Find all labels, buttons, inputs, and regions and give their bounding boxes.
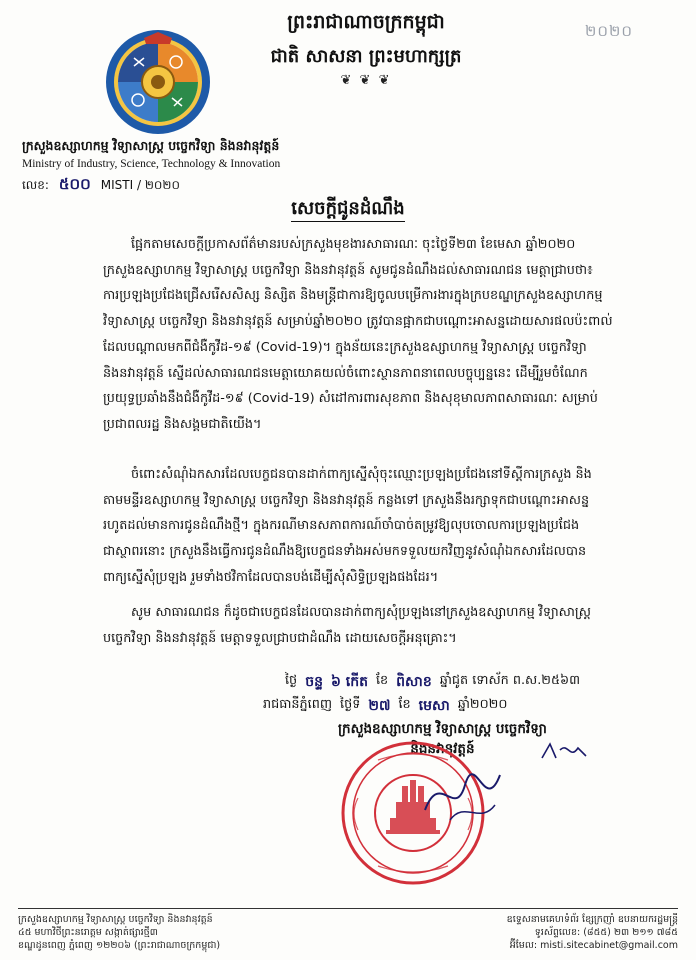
footer-address [18,913,220,952]
paragraph-line: ការប្រឡងប្រជែងជ្រើសរើសសិស្ស និស្សិត និងមន្ត្រីជាការឱ្យចូលបម្រើការងារក្នុងក្របខណ្ឌក្រសួងឧស្សាហកម្ម [103,288,603,304]
kingdom-heading [216,10,516,88]
reference-handwritten-number: ៥០០ [58,175,91,193]
footer-divider [18,908,678,909]
solar-month-label: ខែ [398,697,411,712]
footer-contact [507,913,678,952]
signature-scribble [420,760,510,830]
paragraph-1 [103,232,663,438]
ornament-divider: ❦ ❦ ❦ [340,73,392,88]
paragraph-line: ដែលបណ្តាលមកពីជំងឺកូវីដ-១៩ (Covid-19)។ ក្នុងន័យនេះក្រសួងឧស្សាហកម្ម វិទ្យាសាស្ត្រ បច្ចេកវិទ្យា [103,339,587,355]
paragraph-line: តាមមន្ទីរឧស្សាហកម្ម វិទ្យាសាស្ត្រ បច្ចេកវិទ្យា និងនវានុវត្តន៍ កន្លងទៅ ក្រសួងនឹងរក្សាទុកជាបណ្តោះអាសន្ន [103,492,590,508]
paragraph-line: ប្រជាពលរដ្ឋ និងសង្គមជាតិយើង។ [103,416,262,432]
lunar-waxing-handwritten: ៦ កើត [330,674,368,690]
lunar-day-label: ថ្ងៃ [285,673,298,688]
notice-title: សេចក្តីជូនដំណឹង [0,196,696,223]
paragraph-line: បច្ចេកវិទ្យា និងនវានុវត្តន៍ មេត្តាទទួលជ្រាបជាដំណឹង ដោយសេចក្តីអនុគ្រោះ។ [103,630,457,646]
signatory-line-2: និងនវានុវត្តន៍ [410,741,475,757]
paragraph-line: ជាស្ថាពរនោះ ក្រសួងនឹងធ្វើការជូនដំណឹងឱ្យបេក្ខជនទាំងអស់មកទទួលយកវិញនូវសំណុំឯកសារដែលបាន [103,544,587,560]
lunar-month-label: ខែ [375,673,389,688]
kingdom-title: ព្រះរាជាណាចក្រកម្ពុជា [287,11,445,33]
corner-number: ២០២០ [585,22,633,40]
lunar-month-handwritten: ពិសាខ [396,674,432,690]
ministry-logo [104,28,212,136]
paragraph-2 [103,462,663,591]
reference-number [22,175,180,197]
footer-email: អ៊ីមែល: misti.sitecabinet@gmail.com [509,940,678,951]
national-motto: ជាតិ សាសនា ព្រះមហាក្សត្រ [270,46,462,67]
lunar-date [285,672,580,693]
paragraph-line: និងនវានុវត្តន៍ ស្នើដល់សាធារណជនមេត្តាយោគយល់ចំពោះស្ថានភាពនាពេលបច្ចុប្បន្ននេះ ដើម្បីរួមចំណែក [103,365,588,381]
ministry-name-kh: ក្រសួងឧស្សាហកម្ម វិទ្យាសាស្ត្រ បច្ចេកវិទ្យា និងនវានុវត្តន៍ [22,138,280,153]
footer-address-line: ៤៥ មហាវិថីព្រះនរោត្តម សង្កាត់ផ្សារថ្មី៣ [18,927,158,938]
ministry-name-en: Ministry of Industry, Science, Technology & Innovation [22,158,281,170]
reference-label: លេខ: [22,178,49,192]
paragraph-line: វិទ្យាសាស្ត្រ បច្ចេកវិទ្យា និងនវានុវត្តន៍ សម្រាប់ឆ្នាំ២០២០ ត្រូវបានផ្អាកជាបណ្តោះអាសន្នដោយសារផលប៉ះពាល់ [103,314,613,330]
signatory-line-1: ក្រសួងឧស្សាហកម្ម វិទ្យាសាស្ត្រ បច្ចេកវិទ្យា [338,721,547,737]
footer-contact-line: ឧទ្ទេសនាមគេហទំព័រ ខ្សែក្រញាំ ឧបនាយករដ្ឋមន្ត្រី [506,914,678,925]
lunar-day-handwritten: ចន្ទ [305,674,323,690]
paragraph-line: សូម សាធារណជន ក៏ដូចជាបេក្ខជនដែលបានដាក់ពាក្យសុំប្រឡងនៅក្រសួងឧស្សាហកម្ម វិទ្យាសាស្ត្រ [131,605,591,620]
solar-date [263,696,507,717]
footer-phone: ទូរស័ព្ទលេខ: (៨៥៥) ២៣ ២១១ ៧៨៥ [534,927,678,938]
footer-address-line: ខណ្ឌដូនពេញ ភ្នំពេញ ១២២០៦ (ព្រះរាជាណាចក្រកម្ពុជា) [18,940,221,951]
paragraph-line: ប្រយុទ្ធប្រឆាំងនឹងជំងឺកូវីដ-១៩ (Covid-19) សំដៅការពារសុខភាព និងសុខុមាលភាពសាធារណៈ សម្រាប់ [103,391,598,407]
paragraph-3 [103,600,663,651]
initials-mark [540,740,590,764]
solar-day-handwritten: ២៧ [368,698,391,714]
reference-code: MISTI / ២០២០ [100,178,180,192]
paragraph-line: ក្រសួងឧស្សាហកម្ម វិទ្យាសាស្ត្រ បច្ចេកវិទ្យា និងនវានុវត្តន៍ សូមជូនដំណឹងដល់សាធារណជន មេត្តាជ្រាបថា៖ [103,262,593,278]
solar-month-handwritten: មេសា [418,698,450,714]
paragraph-line: រហូតដល់មានការជូនដំណឹងថ្មី។ ក្នុងករណីមានសភាពការណ៍ចាំបាច់តម្រូវឱ្យលុបចោលការប្រឡងប្រជែង [103,518,580,534]
paragraph-line: ចំពោះសំណុំឯកសារដែលបេក្ខជនបានដាក់ពាក្យស្នើសុំចុះឈ្មោះប្រឡងប្រជែងនៅទីស្តីការក្រសួង និង [131,467,592,482]
paragraph-line: ផ្អែកតាមសេចក្តីប្រកាសព័ត៌មានរបស់ក្រសួងមុខងារសាធារណៈ ចុះថ្ងៃទី២៣ ខែមេសា ឆ្នាំ២០២០ [131,237,576,252]
lunar-year: ឆ្នាំជូត ទោស័ក ព.ស.២៥៦៣ [439,673,581,688]
date-place: រាជធានីភ្នំពេញ [263,697,333,712]
paragraph-line: ពាក្យស្នើសុំប្រឡង រួមទាំងថវិកាដែលបានបង់ដើម្បីសុំសិទ្ធិប្រឡងផងដែរ។ [103,569,439,585]
solar-day-label: ថ្ងៃទី [340,697,361,712]
solar-year: ឆ្នាំ២០២០ [457,697,508,712]
footer-address-line: ក្រសួងឧស្សាហកម្ម វិទ្យាសាស្ត្រ បច្ចេកវិទ្យា និងនវានុវត្តន៍ [18,914,213,925]
